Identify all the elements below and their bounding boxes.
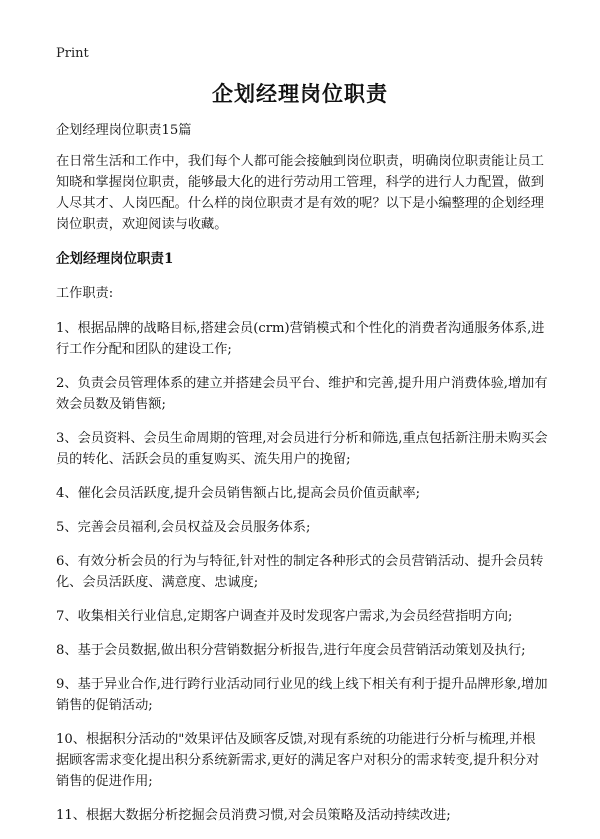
article-body [56, 120, 548, 839]
page-title: 企划经理岗位职责 [212, 81, 388, 106]
duty-item: 4、催化会员活跃度,提升会员销售额占比,提高会员价值贡献率; [56, 486, 421, 501]
duty-item: 5、完善会员福利,会员权益及会员服务体系; [56, 520, 311, 535]
duty-item: 2、负责会员管理体系的建立并搭建会员平台、维护和完善,提升用户消费体验,增加有效会员数及销售额; [56, 376, 548, 412]
document-subtitle: 企划经理岗位职责15篇 [56, 123, 192, 138]
duty-item: 8、基于会员数据,做出积分营销数据分析报告,进行年度会员营销活动策划及执行; [56, 643, 526, 658]
duty-item: 10、根据积分活动的"效果评估及顾客反馈,对现有系统的功能进行分析与梳理,并根据顾客需求变化提出积分系统新需求,更好的满足客户对积分的需求转变,提升积分对销售的促进作用; [56, 732, 540, 789]
print-link[interactable]: Print [56, 46, 89, 61]
duty-item: 3、会员资料、会员生命周期的管理,对会员进行分析和筛选,重点包括新注册未购买会员的转化、活跃会员的重复购买、流失用户的挽留; [56, 431, 548, 467]
duty-item: 6、有效分析会员的行为与特征,针对性的制定各种形式的会员营销活动、提升会员转化、会员活跃度、满意度、忠诚度; [56, 554, 544, 590]
duties-label: 工作职责: [56, 286, 114, 301]
duty-item: 7、收集相关行业信息,定期客户调查并及时发现客户需求,为会员经营指明方向; [56, 609, 513, 624]
duty-item: 11、根据大数据分析挖掘会员消费习惯,对会员策略及活动持续改进; [56, 808, 451, 823]
section-heading: 企划经理岗位职责1 [56, 251, 174, 267]
duty-item: 1、根据品牌的战略目标,搭建会员(crm)营销模式和个性化的消费者沟通服务体系,进行工作分配和团队的建设工作; [56, 321, 545, 357]
intro-paragraph: 在日常生活和工作中，我们每个人都可能会接触到岗位职责，明确岗位职责能让员工知晓和掌握岗位职责，能够最大化的进行劳动用工管理，科学的进行人力配置，做到人尽其才、人岗匹配。什么样的岗位职责才是有效的呢？以下是小编整理的企划经理岗位职责，欢迎阅读与收藏。 [56, 154, 544, 232]
duty-item: 9、基于异业合作,进行跨行业活动同行业见的线上线下相关有利于提升品牌形象,增加销售的促销活动; [56, 677, 548, 713]
